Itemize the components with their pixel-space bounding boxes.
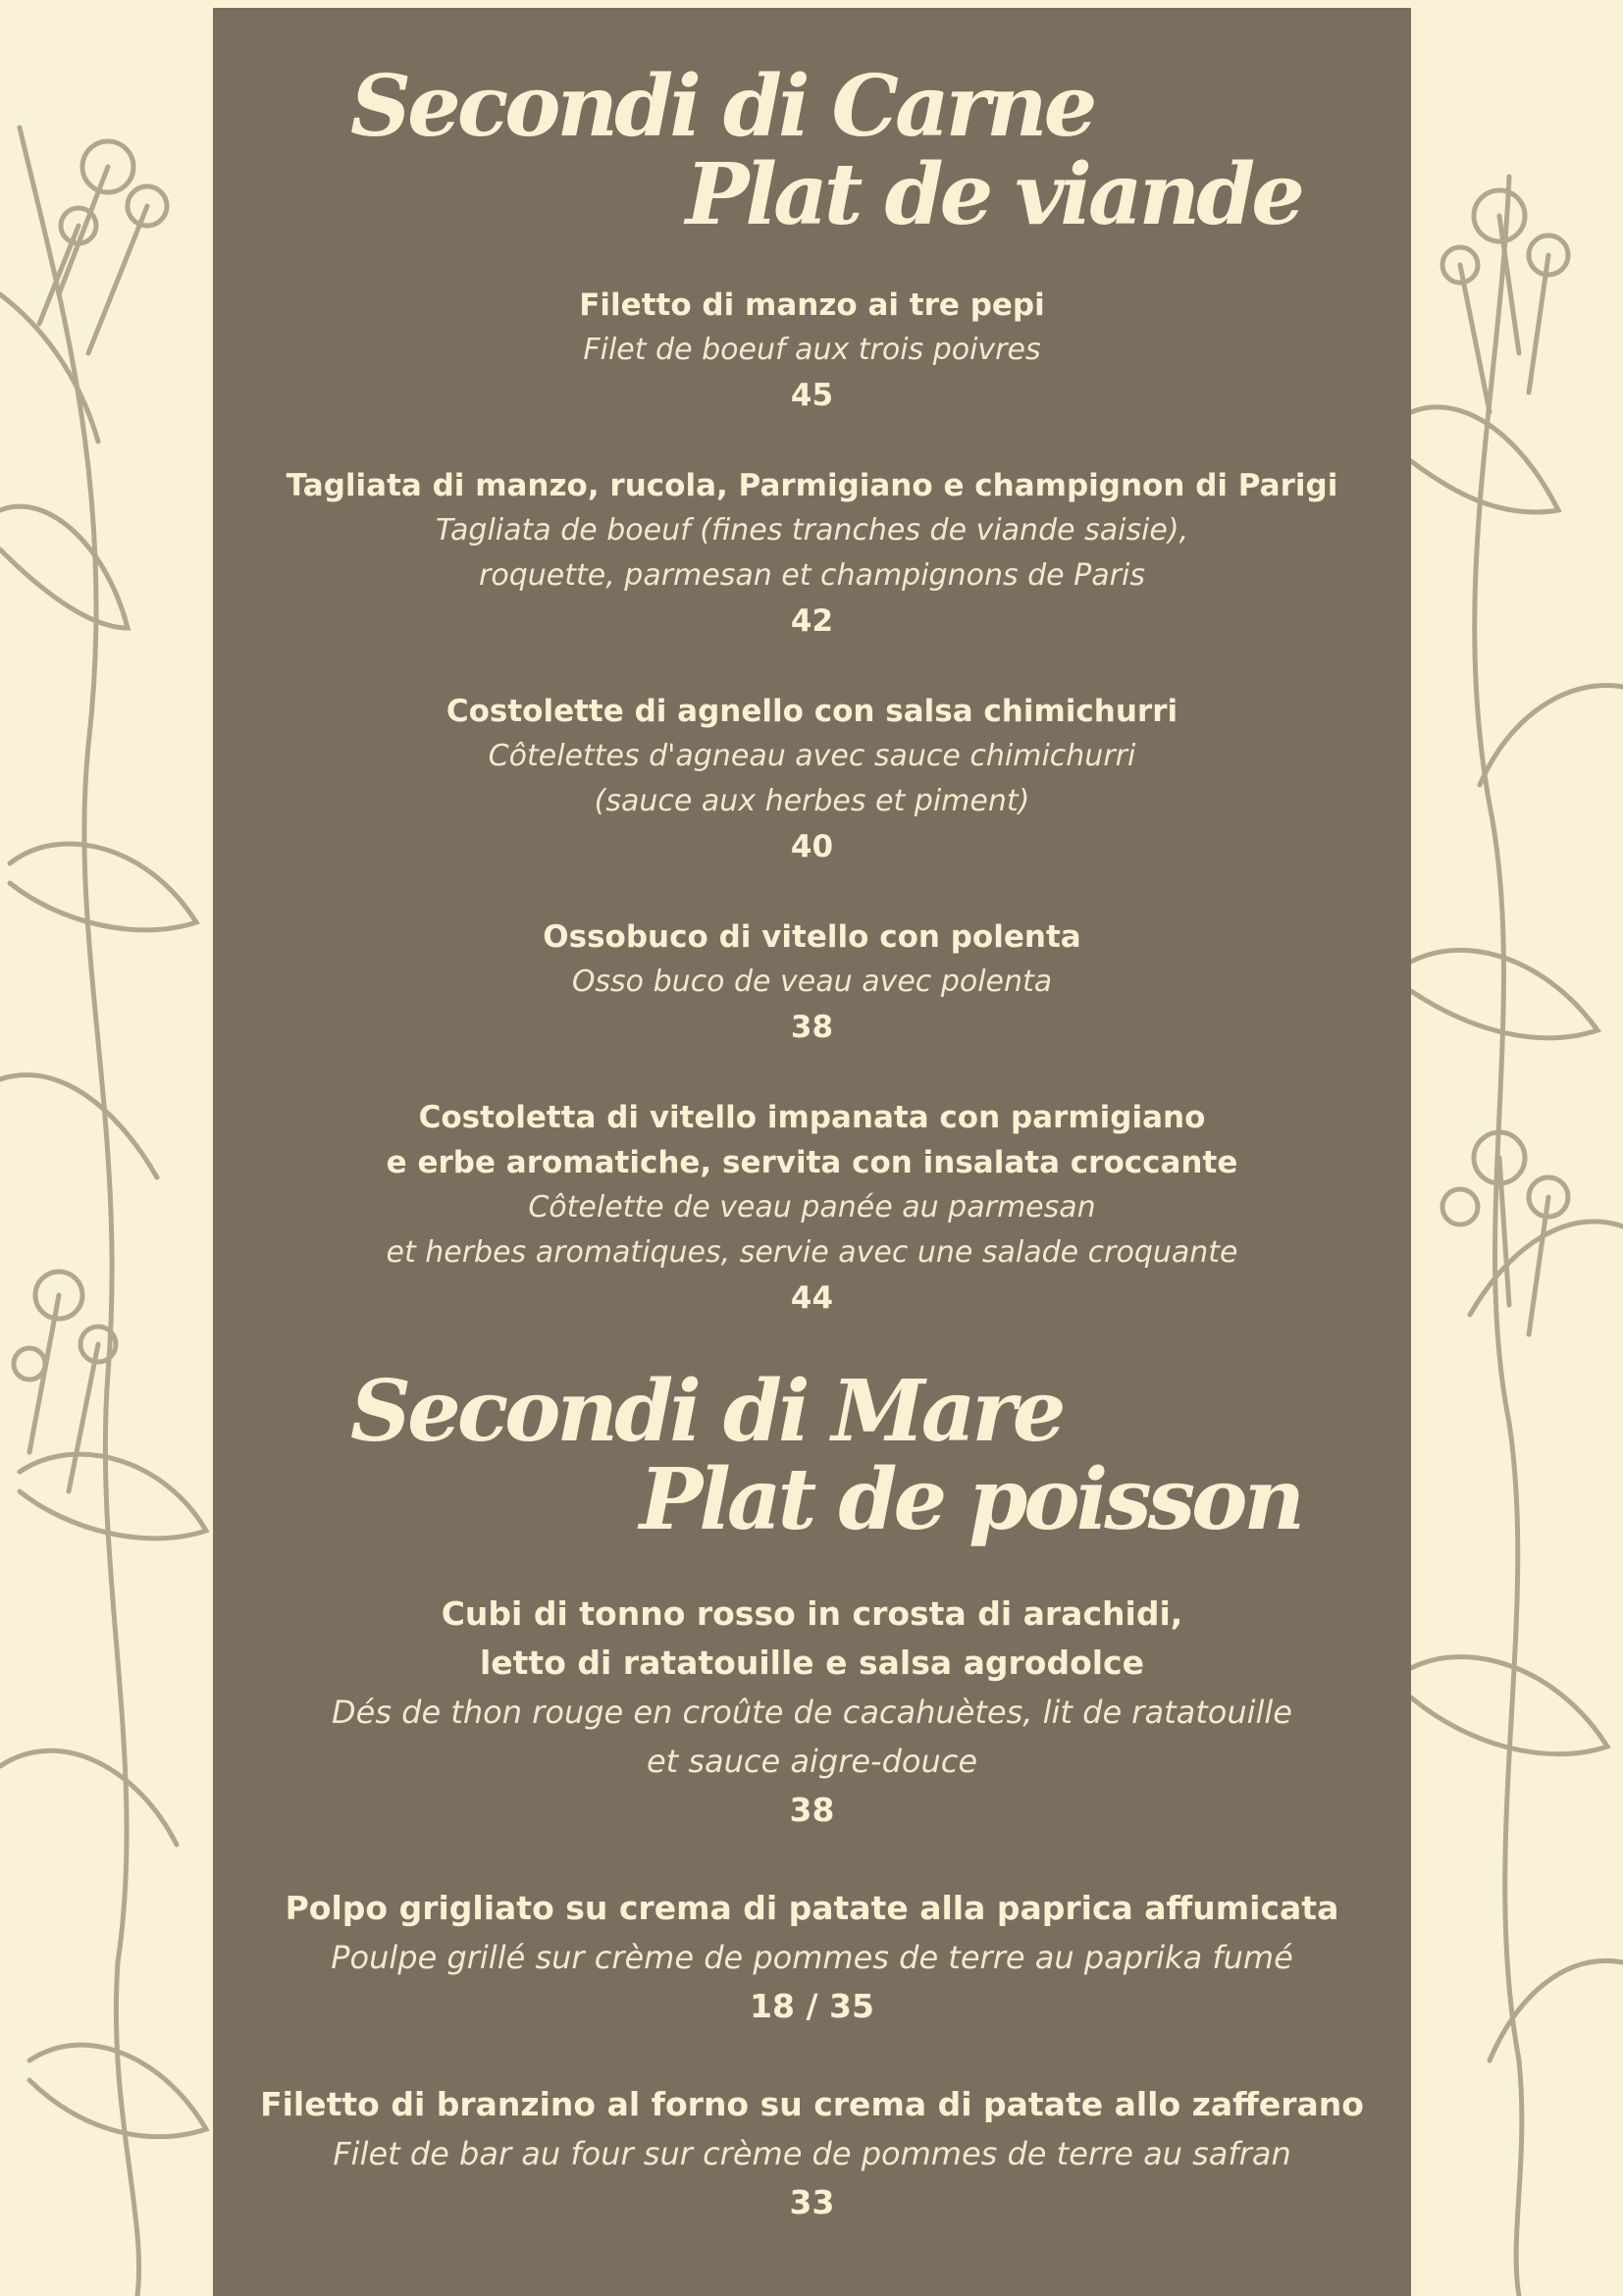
dish-description-fr: Côtelette de veau panée au parmesan — [528, 1190, 1096, 1225]
dish-name-it: letto di ratatouille e salsa agrodolce — [479, 1644, 1145, 1682]
dish-name-it: Filetto di manzo ai tre pepi — [579, 287, 1045, 323]
dish-description-fr: (sauce aux herbes et piment) — [594, 784, 1030, 818]
dish-description-fr: Dés de thon rouge en croûte de cacahuètes, lit de ratatouille — [332, 1694, 1292, 1731]
menu-item — [213, 2080, 1411, 2227]
dish-name-it: Costolette di agnello con salsa chimichurri — [445, 694, 1178, 729]
dish-price: 18 / 35 — [750, 1987, 874, 2025]
dish-name-it: Filetto di branzino al forno su crema di patate allo zafferano — [260, 2085, 1364, 2123]
menu-item — [213, 1884, 1411, 2031]
dish-description-fr: Côtelettes d'agneau avec sauce chimichurri — [488, 739, 1136, 773]
menu-item — [213, 914, 1411, 1050]
dish-name-it: Cubi di tonno rosso in crosta di arachidi, — [441, 1594, 1183, 1633]
dish-price: 38 — [789, 1791, 835, 1829]
dish-price: 44 — [790, 1280, 834, 1316]
dish-description-fr: et sauce aigre-douce — [646, 1743, 978, 1780]
dish-description-fr: Filet de boeuf aux trois poivres — [583, 333, 1041, 367]
dish-price: 45 — [790, 378, 834, 413]
dish-name-it: Costoletta di vitello impanata con parmigiano — [418, 1100, 1206, 1135]
dish-name-it: Polpo grigliato su crema di patate alla paprica affumicata — [285, 1889, 1339, 1927]
meat-section-title-fr: Plat de viande — [685, 145, 1301, 244]
dish-name-it: e erbe aromatiche, servita con insalata croccante — [386, 1145, 1238, 1180]
dish-description-fr: roquette, parmesan et champignons de Paris — [479, 558, 1145, 593]
menu-item — [213, 1095, 1411, 1321]
menu-item — [213, 463, 1411, 644]
fish-section-title-it: Secondi di Mare — [350, 1362, 1063, 1461]
dish-description-fr: Filet de bar au four sur crème de pommes de terre au safran — [333, 2135, 1291, 2172]
dish-price: 38 — [790, 1010, 834, 1045]
dish-description-fr: et herbes aromatiques, servie avec une salade croquante — [386, 1235, 1238, 1270]
fish-section-title-fr: Plat de poisson — [639, 1450, 1301, 1549]
botanical-illustration-left — [0, 0, 213, 2296]
dish-description-fr: Osso buco de veau avec polenta — [571, 965, 1053, 999]
menu-item — [213, 689, 1411, 869]
menu-panel — [213, 8, 1411, 2296]
dish-price: 40 — [790, 829, 834, 864]
dish-price: 33 — [789, 2183, 835, 2221]
dish-price: 42 — [790, 603, 834, 639]
dish-name-it: Ossobuco di vitello con polenta — [543, 919, 1081, 955]
meat-section-title-it: Secondi di Carne — [350, 57, 1094, 156]
dish-description-fr: Tagliata de boeuf (fines tranches de viande saisie), — [435, 513, 1189, 548]
menu-item — [213, 1590, 1411, 1835]
menu-item — [213, 283, 1411, 418]
dish-description-fr: Poulpe grillé sur crème de pommes de terre au paprika fumé — [331, 1939, 1293, 1976]
botanical-illustration-right — [1411, 0, 1623, 2296]
dish-name-it: Tagliata di manzo, rucola, Parmigiano e champignon di Parigi — [286, 468, 1338, 503]
